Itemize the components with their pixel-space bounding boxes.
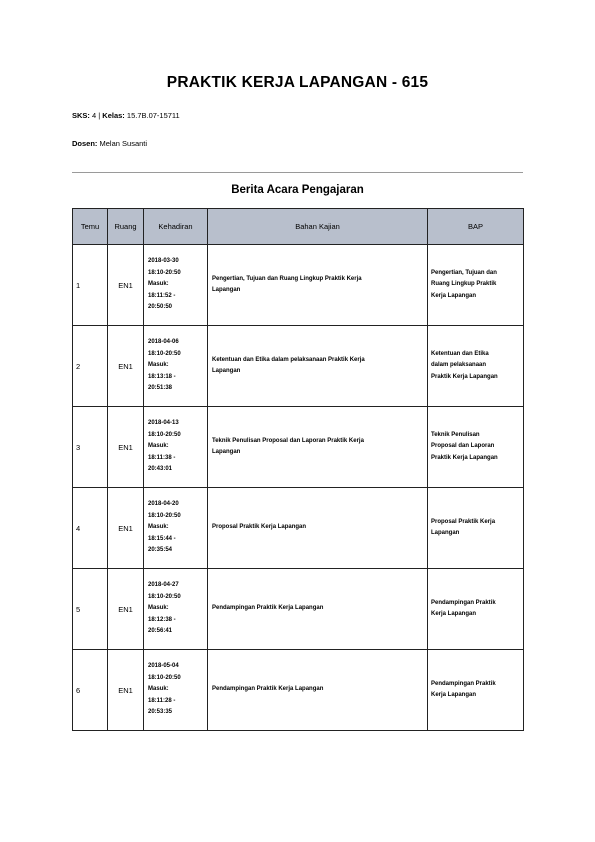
- dosen-label: Dosen:: [72, 139, 98, 148]
- kehadiran-line: 18:10-20:50: [148, 269, 181, 276]
- table-row: [73, 488, 524, 569]
- kehadiran-line: 20:53:35: [148, 709, 173, 716]
- kehadiran-line: 2018-05-04: [148, 663, 179, 670]
- table-row: [73, 245, 524, 326]
- bap-line: Ruang Lingkup Praktik: [431, 281, 497, 288]
- cell-bap: [428, 407, 524, 488]
- cell-kehadiran: [144, 650, 208, 731]
- sks-label: SKS:: [72, 111, 90, 120]
- cell-ruang: EN1: [108, 488, 144, 569]
- bahan-kajian-line: Ketentuan dan Etika dalam pelaksanaan Praktik Kerja: [212, 356, 365, 363]
- kehadiran-line: 18:10-20:50: [148, 593, 181, 600]
- header-bap: BAP: [428, 209, 524, 245]
- bap-line: Proposal Praktik Kerja: [431, 518, 496, 525]
- kehadiran-line: 20:50:50: [148, 304, 173, 311]
- cell-bahan-kajian: [208, 407, 428, 488]
- table-header-row: [73, 209, 524, 245]
- kehadiran-line: 18:13:18 -: [148, 373, 176, 380]
- cell-ruang: EN1: [108, 245, 144, 326]
- page-title: PRAKTIK KERJA LAPANGAN - 615: [166, 74, 429, 91]
- cell-temu: 4: [73, 488, 108, 569]
- bahan-kajian-line: Lapangan: [212, 368, 241, 374]
- bap-line: Praktik Kerja Lapangan: [431, 373, 498, 380]
- table-body: [73, 245, 524, 731]
- bahan-kajian-line: Teknik Penulisan Proposal dan Laporan Praktik Kerja: [212, 437, 364, 444]
- kehadiran-line: 20:35:54: [148, 547, 173, 554]
- cell-bahan-kajian: [208, 569, 428, 650]
- bap-line: Teknik Penulisan: [431, 431, 480, 438]
- kehadiran-line: 18:11:52 -: [148, 292, 176, 299]
- header-ruang: Ruang: [108, 209, 144, 245]
- kehadiran-line: 18:15:44 -: [148, 535, 176, 542]
- dosen-value: Melan Susanti: [97, 139, 148, 148]
- kehadiran-line: 18:10-20:50: [148, 674, 181, 681]
- bap-line: Pengertian, Tujuan dan: [431, 269, 497, 276]
- kehadiran-line: Masuk:: [148, 686, 169, 693]
- cell-temu: 3: [73, 407, 108, 488]
- kelas-label: Kelas:: [102, 111, 125, 120]
- kehadiran-line: 18:10-20:50: [148, 431, 181, 438]
- kehadiran-line: 20:51:38: [148, 385, 173, 392]
- bahan-kajian-line: Lapangan: [212, 287, 241, 293]
- cell-ruang: EN1: [108, 326, 144, 407]
- bap-line: Kerja Lapangan: [431, 292, 477, 299]
- cell-temu: 5: [73, 569, 108, 650]
- kehadiran-line: Masuk:: [148, 443, 169, 450]
- kehadiran-line: Masuk:: [148, 362, 169, 369]
- kehadiran-line: 18:10-20:50: [148, 350, 181, 357]
- bahan-kajian-line: Pendampingan Praktik Kerja Lapangan: [212, 686, 324, 693]
- cell-kehadiran: [144, 407, 208, 488]
- table-row: [73, 650, 524, 731]
- cell-bahan-kajian: [208, 326, 428, 407]
- cell-bap: [428, 326, 524, 407]
- cell-kehadiran: [144, 326, 208, 407]
- cell-bahan-kajian: [208, 488, 428, 569]
- bahan-kajian-line: Pendampingan Praktik Kerja Lapangan: [212, 605, 324, 612]
- cell-bahan-kajian: [208, 245, 428, 326]
- kehadiran-line: 20:56:41: [148, 628, 173, 635]
- sks-value: 4 |: [89, 111, 103, 120]
- cell-kehadiran: [144, 488, 208, 569]
- cell-bap: [428, 245, 524, 326]
- bap-table: [72, 208, 524, 731]
- cell-ruang: EN1: [108, 650, 144, 731]
- bap-line: dalam pelaksanaan: [431, 362, 487, 369]
- cell-temu: 6: [73, 650, 108, 731]
- kehadiran-line: 2018-04-13: [148, 420, 179, 427]
- kehadiran-line: 2018-03-30: [148, 258, 179, 265]
- bap-line: Pendampingan Praktik: [431, 680, 496, 687]
- cell-bahan-kajian: [208, 650, 428, 731]
- cell-temu: 2: [73, 326, 108, 407]
- bap-line: Kerja Lapangan: [431, 692, 477, 698]
- bap-line: Pendampingan Praktik: [431, 599, 496, 606]
- bap-line: Praktik Kerja Lapangan: [431, 454, 498, 461]
- bap-line: Kerja Lapangan: [431, 611, 477, 617]
- kehadiran-line: 18:11:38 -: [148, 454, 176, 461]
- header-kehadiran: Kehadiran: [144, 209, 208, 245]
- cell-temu: 1: [73, 245, 108, 326]
- kehadiran-line: 18:10-20:50: [148, 512, 181, 519]
- header-temu: Temu: [73, 209, 108, 245]
- bahan-kajian-line: Pengertian, Tujuan dan Ruang Lingkup Praktik Kerja: [212, 275, 362, 282]
- kehadiran-line: Masuk:: [148, 605, 169, 612]
- cell-ruang: EN1: [108, 569, 144, 650]
- kehadiran-line: 2018-04-20: [148, 501, 179, 508]
- divider: [72, 172, 523, 173]
- header-bahan-kajian: Bahan Kajian: [208, 209, 428, 245]
- bahan-kajian-line: Proposal Praktik Kerja Lapangan: [212, 524, 307, 531]
- bap-line: Lapangan: [431, 530, 460, 536]
- kehadiran-line: 2018-04-27: [148, 582, 179, 589]
- kehadiran-line: 2018-04-06: [148, 339, 179, 346]
- kehadiran-line: Masuk:: [148, 281, 169, 288]
- cell-bap: [428, 569, 524, 650]
- table-row: [73, 326, 524, 407]
- cell-kehadiran: [144, 245, 208, 326]
- kelas-value: 15.7B.07-15711: [124, 111, 180, 120]
- cell-ruang: EN1: [108, 407, 144, 488]
- cell-bap: [428, 488, 524, 569]
- bap-line: Proposal dan Laporan: [431, 443, 495, 450]
- cell-bap: [428, 650, 524, 731]
- table-row: [73, 407, 524, 488]
- table-row: [73, 569, 524, 650]
- kehadiran-line: 18:12:38 -: [148, 616, 176, 623]
- kehadiran-line: 18:11:28 -: [148, 697, 176, 704]
- kehadiran-line: Masuk:: [148, 524, 169, 531]
- bap-line: Ketentuan dan Etika: [431, 350, 489, 357]
- bahan-kajian-line: Lapangan: [212, 449, 241, 455]
- course-meta-dosen: [72, 139, 147, 148]
- section-title: Berita Acara Pengajaran: [231, 184, 364, 196]
- kehadiran-line: 20:43:01: [148, 466, 173, 473]
- course-meta-sks-kelas: [72, 111, 180, 120]
- cell-kehadiran: [144, 569, 208, 650]
